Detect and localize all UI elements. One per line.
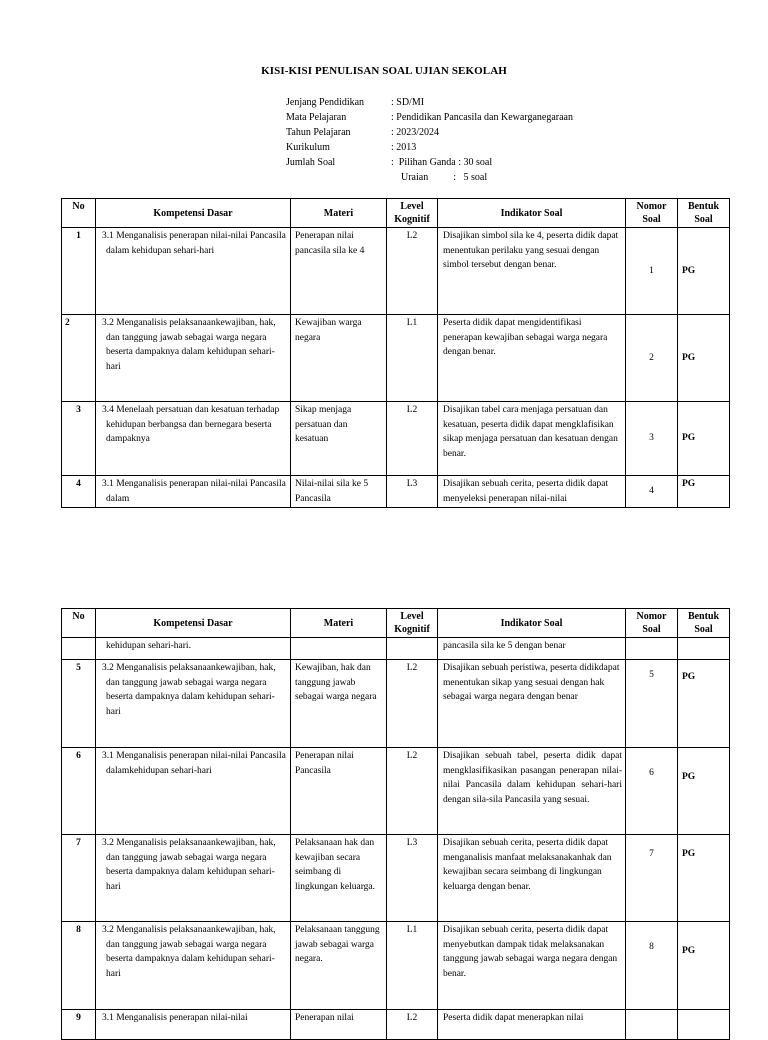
- document-meta: [286, 95, 573, 185]
- header-materi: Materi: [291, 199, 387, 228]
- table-row: [62, 660, 730, 748]
- cell-bentuk: PG: [678, 922, 730, 1010]
- header-kompetensi-dasar: Kompetensi Dasar: [96, 199, 291, 228]
- cell-bentuk: PG: [678, 476, 730, 508]
- header-level-kognitif: Level Kognitif: [387, 199, 438, 228]
- header-nomor-soal: Nomor Soal: [626, 199, 678, 228]
- cell-no: 1: [62, 228, 96, 315]
- cell-indikator: Disajikan sebuah peristiwa, peserta didikdapat menentukan sikap yang sesuai dengan hak sebagai warga negara dengan benar: [438, 660, 626, 748]
- cell-level: L2: [387, 228, 438, 315]
- meta-row: [286, 170, 573, 185]
- meta-label: Tahun Pelajaran: [286, 127, 351, 138]
- cell-no: 3: [62, 402, 96, 476]
- cell-kompetensi-dasar: 3.4 Menelaah persatuan dan kesatuan terhadap kehidupan berbangsa dan bernegara beserta dampaknya: [96, 402, 291, 476]
- kisi-kisi-table-1: [61, 198, 730, 508]
- header-level-kognitif: Level Kognitif: [387, 609, 438, 638]
- cell-nomor: 8: [626, 922, 678, 1010]
- cell-nomor: 3: [626, 402, 678, 476]
- cell-materi: Nilai-nilai sila ke 5 Pancasila: [291, 476, 387, 508]
- cell-bentuk: PG: [678, 228, 730, 315]
- meta-row: [286, 95, 573, 110]
- table-row: [62, 1010, 730, 1040]
- cell-nomor: 4: [626, 476, 678, 508]
- cell-materi: Pelaksanaan hak dan kewajiban secara seimbang di lingkungan keluarga.: [291, 835, 387, 922]
- cell-materi: Penerapan nilai: [291, 1010, 387, 1040]
- cell-indikator: pancasila sila ke 5 dengan benar: [438, 638, 626, 660]
- cell-bentuk: [678, 638, 730, 660]
- table-header-row: [62, 609, 730, 638]
- page-title: KISI-KISI PENULISAN SOAL UJIAN SEKOLAH: [261, 65, 507, 77]
- cell-indikator: Disajikan tabel cara menjaga persatuan dan kesatuan, peserta didik dapat mengklafisikan sikap menjaga persatuan dan kesatuan dengan benar.: [438, 402, 626, 476]
- kisi-kisi-table-2: [61, 608, 730, 1040]
- cell-kompetensi-dasar: 3.1 Menganalisis penerapan nilai-nilai Pancasila dalamkehidupan sehari-hari: [96, 748, 291, 835]
- cell-materi: [291, 638, 387, 660]
- cell-level: L2: [387, 748, 438, 835]
- meta-row: [286, 125, 573, 140]
- cell-no: [62, 638, 96, 660]
- cell-nomor: 1: [626, 228, 678, 315]
- cell-nomor: 2: [626, 315, 678, 402]
- cell-level: L1: [387, 922, 438, 1010]
- meta-row: [286, 140, 573, 155]
- cell-bentuk: [678, 1010, 730, 1040]
- table-row: [62, 922, 730, 1010]
- meta-row: [286, 110, 573, 125]
- cell-indikator: Disajikan sebuah cerita, peserta didik dapat menyebutkan dampak tidak melaksanakan tanggung jawab sebagai warga negara dengan benar.: [438, 922, 626, 1010]
- meta-value: : SD/MI: [391, 97, 425, 108]
- cell-level: L2: [387, 402, 438, 476]
- cell-indikator: Disajikan sebuah cerita, peserta didik dapat menyeleksi penerapan nilai-nilai: [438, 476, 626, 508]
- header-materi: Materi: [291, 609, 387, 638]
- cell-materi: Pelaksanaan tanggung jawab sebagai warga negara.: [291, 922, 387, 1010]
- cell-kompetensi-dasar: 3.2 Menganalisis pelaksanaankewajiban, hak, dan tanggung jawab sebagai warga negara beserta dampaknya dalam kehidupan sehari-hari: [96, 835, 291, 922]
- cell-indikator: Peserta didik dapat menerapkan nilai: [438, 1010, 626, 1040]
- header-bentuk-soal: Bentuk Soal: [678, 199, 730, 228]
- cell-kompetensi-dasar: 3.2 Menganalisis pelaksanaankewajiban, hak, dan tanggung jawab sebagai warga negara beserta dampaknya dalam kehidupan sehari-hari: [96, 660, 291, 748]
- cell-no: 5: [62, 660, 96, 748]
- table-row: [62, 835, 730, 922]
- cell-indikator: Disajikan simbol sila ke 4, peserta didik dapat menentukan perilaku yang sesuai dengan simbol tersebut dengan benar.: [438, 228, 626, 315]
- meta-value: : 2023/2024: [391, 127, 440, 138]
- cell-nomor: 6: [626, 748, 678, 835]
- meta-label: Mata Pelajaran: [286, 112, 347, 123]
- cell-kompetensi-dasar: 3.1 Menganalisis penerapan nilai-nilai Pancasila dalam kehidupan sehari-hari: [96, 228, 291, 315]
- meta-label: Jumlah Soal: [286, 157, 336, 168]
- cell-bentuk: PG: [678, 835, 730, 922]
- cell-materi: Sikap menjaga persatuan dan kesatuan: [291, 402, 387, 476]
- cell-level: L3: [387, 835, 438, 922]
- meta-value: : Pilihan Ganda : 30 soal: [391, 157, 493, 168]
- cell-level: [387, 638, 438, 660]
- cell-nomor: 5: [626, 660, 678, 748]
- table-row: [62, 476, 730, 508]
- cell-materi: Penerapan nilai Pancasila: [291, 748, 387, 835]
- table-row: [62, 315, 730, 402]
- cell-bentuk: PG: [678, 402, 730, 476]
- cell-level: L3: [387, 476, 438, 508]
- cell-indikator: Disajikan sebuah tabel, peserta didik dapat mengklasifikasikan pasangan penerapan nilai-nilai Pancasila dalam kehidupan sehari-hari dengan sila-sila Pancasila yang sesuai.: [438, 748, 626, 835]
- cell-materi: Kewajiban, hak dan tanggung jawab sebagai warga negara: [291, 660, 387, 748]
- header-no: No: [62, 609, 96, 638]
- header-nomor-soal: Nomor Soal: [626, 609, 678, 638]
- cell-kompetensi-dasar: kehidupan sehari-hari.: [96, 638, 291, 660]
- cell-indikator: Peserta didik dapat mengidentifikasi penerapan kewajiban sebagai warga negara dengan benar.: [438, 315, 626, 402]
- cell-nomor: [626, 1010, 678, 1040]
- cell-indikator: Disajikan sebuah cerita, peserta didik dapat menganalisis manfaat melaksanakanhak dan kewajiban secara seimbang di lingkungan keluarga dengan benar.: [438, 835, 626, 922]
- meta-label: Kurikulum: [286, 142, 330, 153]
- cell-kompetensi-dasar: 3.2 Menganalisis pelaksanaankewajiban, hak, dan tanggung jawab sebagai warga negara beserta dampaknya dalam kehidupan sehari-hari: [96, 922, 291, 1010]
- header-bentuk-soal: Bentuk Soal: [678, 609, 730, 638]
- header-kompetensi-dasar: Kompetensi Dasar: [96, 609, 291, 638]
- cell-kompetensi-dasar: 3.2 Menganalisis pelaksanaankewajiban, hak, dan tanggung jawab sebagai warga negara beserta dampaknya dalam kehidupan sehari-hari: [96, 315, 291, 402]
- table-row: [62, 638, 730, 660]
- cell-no: 9: [62, 1010, 96, 1040]
- cell-kompetensi-dasar: 3.1 Menganalisis penerapan nilai-nilai: [96, 1010, 291, 1040]
- header-no: No: [62, 199, 96, 228]
- cell-no: 8: [62, 922, 96, 1010]
- cell-nomor: 7: [626, 835, 678, 922]
- meta-value: : 2013: [391, 142, 417, 153]
- cell-kompetensi-dasar: 3.1 Menganalisis penerapan nilai-nilai Pancasila dalam: [96, 476, 291, 508]
- header-indikator-soal: Indikator Soal: [438, 199, 626, 228]
- meta-row: [286, 155, 573, 170]
- cell-no: 4: [62, 476, 96, 508]
- meta-label: Jenjang Pendidikan: [286, 97, 365, 108]
- header-indikator-soal: Indikator Soal: [438, 609, 626, 638]
- table-row: [62, 228, 730, 315]
- cell-no: 7: [62, 835, 96, 922]
- cell-level: L2: [387, 660, 438, 748]
- table-row: [62, 402, 730, 476]
- meta-sub-value: Uraian : 5 soal: [391, 172, 488, 183]
- table-header-row: [62, 199, 730, 228]
- cell-level: L2: [387, 1010, 438, 1040]
- cell-materi: Kewajiban warga negara: [291, 315, 387, 402]
- cell-no: 2: [62, 315, 96, 402]
- cell-nomor: [626, 638, 678, 660]
- cell-bentuk: PG: [678, 660, 730, 748]
- meta-value: : Pendidikan Pancasila dan Kewarganegaraan: [391, 112, 573, 123]
- cell-bentuk: PG: [678, 315, 730, 402]
- cell-bentuk: PG: [678, 748, 730, 835]
- cell-level: L1: [387, 315, 438, 402]
- cell-no: 6: [62, 748, 96, 835]
- table-row: [62, 748, 730, 835]
- cell-materi: Penerapan nilai pancasila sila ke 4: [291, 228, 387, 315]
